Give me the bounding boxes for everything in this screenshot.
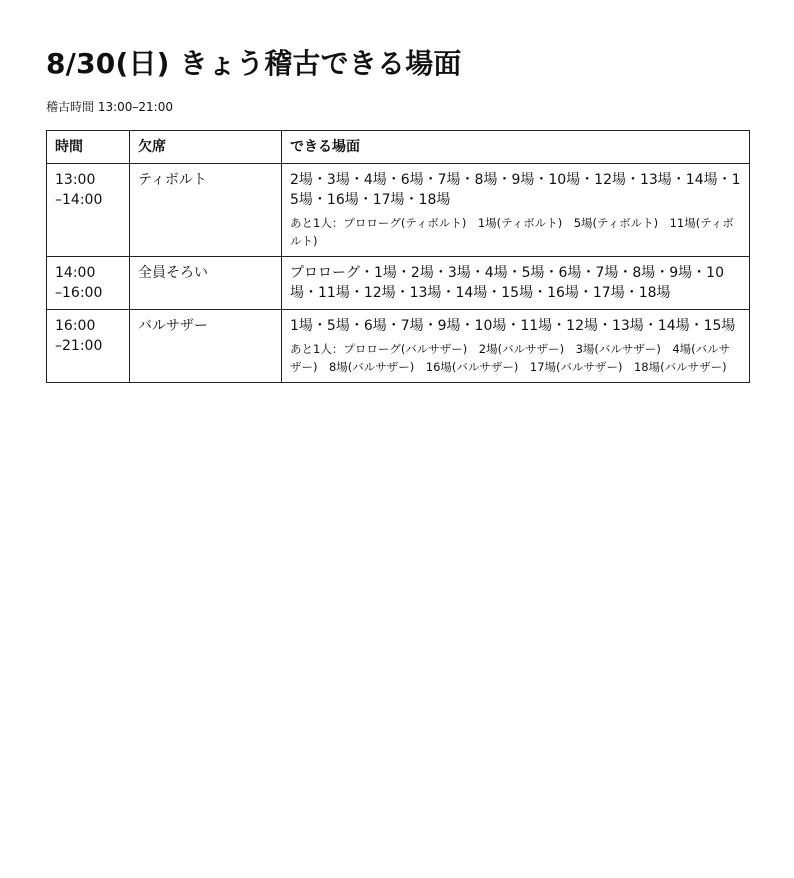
table-header-row	[47, 131, 750, 164]
absent-cell: ティボルト	[130, 164, 282, 257]
time-cell	[47, 257, 130, 310]
available-scenes: プロローグ・1場・2場・3場・4場・5場・6場・7場・8場・9場・10場・11場・12場・13場・14場・15場・16場・17場・18場	[290, 265, 724, 301]
time-cell	[47, 310, 130, 383]
absent-cell: バルサザー	[130, 310, 282, 383]
header-scenes: できる場面	[282, 131, 750, 164]
table-row	[47, 164, 750, 257]
schedule-table	[46, 130, 750, 383]
header-time: 時間	[47, 131, 130, 164]
time-cell	[47, 164, 130, 257]
time-start: 13:00	[55, 172, 96, 188]
rehearsal-hours: 稽古時間 13:00–21:00	[46, 100, 173, 114]
scenes-cell	[282, 164, 750, 257]
scenes-cell	[282, 310, 750, 383]
absent-cell: 全員そろい	[130, 257, 282, 310]
page-title: 8/30(日) きょう稽古できる場面	[46, 47, 462, 80]
time-start: 16:00	[55, 318, 96, 334]
page	[0, 0, 794, 383]
table-row	[47, 257, 750, 310]
time-start: 14:00	[55, 265, 96, 281]
one-more-note: あと1人：プロローグ(ティボルト) 1場(ティボルト) 5場(ティボルト) 11場(ティボルト)	[290, 216, 734, 248]
header-absent: 欠席	[130, 131, 282, 164]
time-end: –14:00	[55, 192, 103, 208]
available-scenes: 1場・5場・6場・7場・9場・10場・11場・12場・13場・14場・15場	[290, 318, 736, 334]
one-more-note: あと1人：プロローグ(バルサザー) 2場(バルサザー) 3場(バルサザー) 4場(バルサザー) 8場(バルサザー) 16場(バルサザー) 17場(バルサザー) 18場(バルサザー)	[290, 342, 731, 374]
table-row	[47, 310, 750, 383]
time-end: –16:00	[55, 285, 103, 301]
time-end: –21:00	[55, 338, 103, 354]
available-scenes: 2場・3場・4場・6場・7場・8場・9場・10場・12場・13場・14場・15場・16場・17場・18場	[290, 172, 741, 208]
scenes-cell	[282, 257, 750, 310]
